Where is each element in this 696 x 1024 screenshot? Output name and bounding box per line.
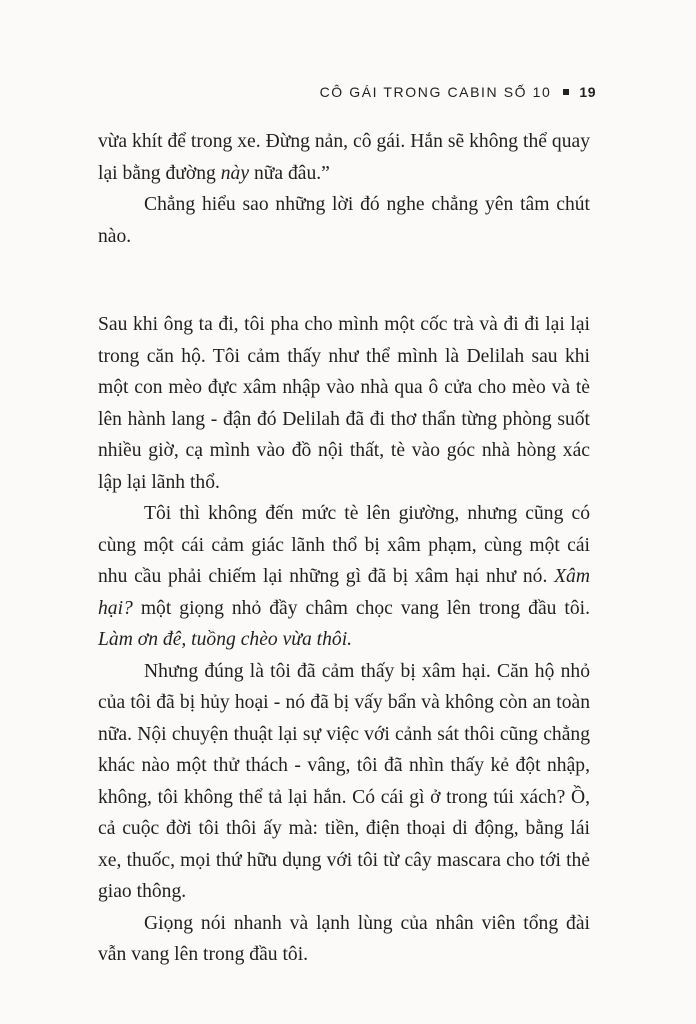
paragraph-text: Tôi thì không đến mức tè lên giường, nhưng cũng có cùng một cái cảm giác lãnh thổ bị xâm phạm, cùng một cái nhu cầu phải chiếm lại những gì đã bị xâm hại như nó. [98,503,590,587]
emphasis-text: này [220,162,250,184]
paragraph: Chẳng hiểu sao những lời đó nghe chẳng yên tâm chút nào. [98,194,590,247]
paragraph: Nhưng đúng là tôi đã cảm thấy bị xâm hại. Căn hộ nhỏ của tôi đã bị hủy hoại - nó đã bị vấy bẩn và không còn an toàn nữa. Nội chuyện thuật lại sự việc với cảnh sát thôi cũng chẳng khác nào một thử thách - vâng, tôi đã nhìn thấy kẻ đột nhập, không, tôi không thể tả lại hắn. Có cái gì ở trong túi xách? Ồ, cả cuộc đời tôi thôi ấy mà: tiền, điện thoại di động, bằng lái xe, thuốc, mọi thứ hữu dụng với tôi từ cây mascara cho tới thẻ giao thông. [98,660,590,902]
page-number: 19 [579,84,596,100]
paragraph-text: nữa đâu.” [249,162,330,184]
text-block-new-section [98,309,590,971]
running-title: CÔ GÁI TRONG CABIN SỐ 10 [319,84,552,100]
paragraph: Giọng nói nhanh và lạnh lùng của nhân viên tổng đài vẫn vang lên trong đầu tôi. [98,912,590,965]
paragraph [98,498,590,656]
separator-square-icon [563,89,569,95]
paragraph [98,126,590,189]
paragraph: Sau khi ông ta đi, tôi pha cho mình một cốc trà và đi đi lại lại trong căn hộ. Tôi cảm thấy như thể mình là Delilah sau khi một con mèo đực xâm nhập vào nhà qua ô cửa cho mèo và tè lên hành lang - đận đó Delilah đã đi thơ thẩn từng phòng suốt nhiều giờ, cạ mình vào đồ nội thất, tè vào góc nhà hòng xác lập lại lãnh thổ. [98,314,590,493]
paragraph-text: một giọng nhỏ đầy châm chọc vang lên trong đầu tôi. [132,597,590,619]
emphasis-text: Làm ơn đê, tuồng chèo vừa thôi. [98,629,353,650]
emphasis-text: Xâm hại? [98,566,590,619]
running-header [320,84,596,100]
text-block-continuation [98,126,590,252]
paragraph-text: vừa khít để trong xe. Đừng nản, cô gái. Hắn sẽ không thể quay lại bằng đường [98,131,590,184]
